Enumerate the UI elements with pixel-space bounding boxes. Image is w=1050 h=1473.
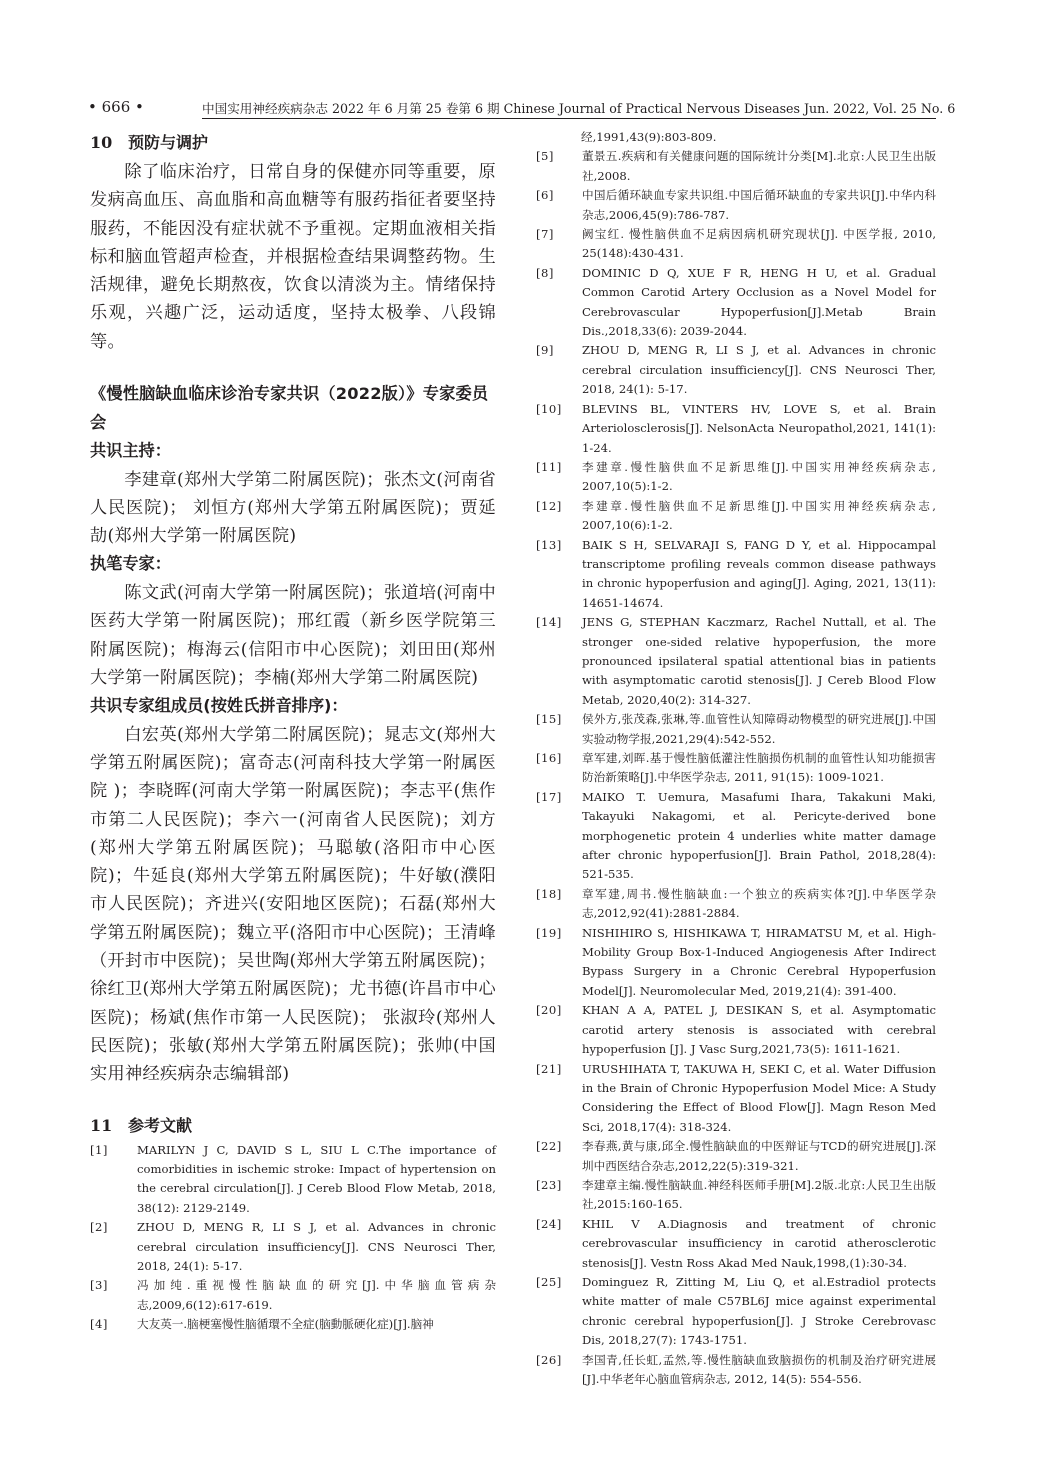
section-number: 10 — [90, 133, 113, 152]
reference-text: JENS G, STEPHAN Kaczmarz, Rachel Nuttall, et al. The stronger one-sided relative hypoperfusion, the more pronounced ipsilateral spatial attentional bias in patients with asymptomatic carotid stenosis[J]. J Cereb Blood Flow Metab, 2020,40(2): 314-327. — [582, 615, 936, 707]
reference-number: [16] — [536, 751, 562, 765]
reference-number: [25] — [536, 1274, 562, 1289]
reference-item — [536, 1215, 936, 1273]
reference-text: 李国青,任长虹,孟然,等.慢性脑缺血致脑损伤的机制及治疗研究进展[J].中华老年心脑血管病杂志, 2012, 14(5): 554-556. — [582, 1352, 936, 1386]
reference-text: KHAN A A, PATEL J, DESIKAN S, et al. Asymptomatic carotid artery stenosis is associated with cerebral hypoperfusion [J]. J Vasc Surg,2021,73(5): 1611-1621. — [582, 1003, 936, 1057]
reference-number: [7] — [536, 227, 554, 242]
section-title: 预防与调护 — [128, 133, 209, 152]
reference-number: [9] — [536, 343, 554, 358]
reference-item — [90, 1276, 496, 1315]
reference-item — [536, 1176, 936, 1215]
reference-item — [536, 186, 936, 225]
reference-number: [11] — [536, 459, 562, 474]
reference-number: [22] — [536, 1139, 562, 1154]
reference-text: Dominguez R, Zitting M, Liu Q, et al.Estradiol protects white matter of male C57BL6J mice against experimental chronic cerebral hypoperfusion[J]. J Stroke Cerebrovasc Dis, 2018,27(7): 1743-1751. — [582, 1274, 936, 1348]
reference-number: [24] — [536, 1216, 562, 1231]
reference-list-left — [90, 1141, 496, 1335]
reference-item — [90, 1315, 496, 1334]
reference-number: [3] — [90, 1278, 108, 1293]
reference-item — [536, 458, 936, 497]
reference-number: [26] — [536, 1352, 562, 1367]
reference-item — [536, 147, 936, 186]
reference-item — [536, 497, 936, 536]
reference-number: [1] — [90, 1142, 108, 1157]
reference-number: [2] — [90, 1220, 108, 1235]
running-header — [88, 96, 956, 118]
section-number: 11 — [90, 1115, 113, 1135]
page-number: • 666 • — [88, 98, 144, 116]
right-column — [536, 128, 936, 1389]
reference-number: [19] — [536, 925, 562, 940]
reference-text: DOMINIC D Q, XUE F R, HENG H U, et al. Gradual Common Carotid Artery Occlusion as a Novel Model for Cerebrovascular Hypoperfusion[J].Metab Brain Dis.,2018,33(6): 2039-2044. — [582, 265, 936, 339]
reference-item — [536, 536, 936, 614]
reference-item — [536, 924, 936, 1002]
writers-list: 陈文武(河南大学第一附属医院)；张道培(河南中医药大学第一附属医院)；邢红霞（新乡医学院第三附属医院)；梅海云(信阳市中心医院)；刘田田(郑州大学第一附属医院)；李楠(郑州大学第二附属医院) — [90, 582, 496, 688]
reference-item — [536, 885, 936, 924]
reference-text: KHIL V A.Diagnosis and treatment of chronic cerebrovascular insufficiency in carotid atherosclerotic stenosis[J]. Vestn Ross Akad Med Nauk,1998,(1):30-34. — [582, 1216, 936, 1270]
committee-title: 《慢性脑缺血临床诊治专家共识（2022版）》专家委员会 — [90, 384, 489, 432]
reference-item — [536, 1137, 936, 1176]
reference-text: MARILYN J C, DAVID S L, SIU L C.The importance of comorbidities in ischemic stroke: Impact of hypertension on the cerebral circulation[J]. J Cereb Blood Flow Metab, 2018, 38(12): 2129-2149. — [137, 1142, 496, 1215]
reference-item — [536, 341, 936, 399]
reference-text: 李建章.慢性脑供血不足新思维[J].中国实用神经疾病杂志, 2007,10(5):1-2. — [582, 459, 936, 494]
reference-text: 章军建,周书.慢性脑缺血:一个独立的疾病实体?[J].中华医学杂志,2012,92(41):2881-2884. — [582, 886, 936, 921]
reference-item — [536, 1351, 936, 1390]
reference-item — [536, 788, 936, 885]
reference-number: [12] — [536, 498, 562, 513]
reference-item — [90, 1218, 496, 1276]
reference-item — [536, 225, 936, 264]
members-label: 共识专家组成员(按姓氏拼音排序)： — [90, 696, 348, 716]
reference-number: [6] — [536, 188, 554, 203]
reference-text: 李建章.慢性脑供血不足新思维[J].中国实用神经疾病杂志, 2007,10(6):1-2. — [582, 498, 936, 533]
reference-text: BLEVINS BL, VINTERS HV, LOVE S, et al. Brain Arteriolosclerosis[J]. NelsonActa Neuropathol,2021, 141(1): 1-24. — [582, 401, 936, 455]
hosts-label: 共识主持： — [90, 441, 171, 461]
reference-number: [21] — [536, 1061, 562, 1076]
left-column — [90, 128, 496, 1335]
reference-text: 阙宝红. 慢性脑供血不足病因病机研究现状[J]. 中医学报, 2010, 25(148):430-431. — [582, 227, 936, 261]
reference-text: BAIK S H, SELVARAJI S, FANG D Y, et al. Hippocampal transcriptome profiling reveals common disease pathways in chronic hypoperfusion and aging[J]. Aging, 2021, 13(11): 14651-14674. — [582, 537, 936, 610]
reference-text: NISHIHIRO S, HISHIKAWA T, HIRAMATSU M, et al. High-Mobility Group Box-1-Induced Angiogenesis After Indirect Bypass Surgery in a Chronic Cerebral Hypoperfusion Model[J]. Neuromolecular Med, 2019,21(4): 391-400. — [582, 925, 936, 998]
journal-citation-line: 中国实用神经疾病杂志 2022 年 6 月第 25 卷第 6 期 Chinese Journal of Practical Nervous Diseases Jun. 2022, Vol. 25 No. 6 — [202, 98, 936, 119]
reference-text: 中国后循环缺血专家共识组.中国后循环缺血的专家共识[J].中华内科杂志,2006,45(9):786-787. — [582, 188, 936, 222]
reference-number: [10] — [536, 401, 562, 416]
members-list: 白宏英(郑州大学第二附属医院)；晁志文(郑州大学第五附属医院)；富奇志(河南科技大学第一附属医院 )；李晓晖(河南大学第一附属医院)；李志平(焦作市第二人民医院)；李六一(河南省人民医院)；刘方(郑州大学第五附属医院)；马聪敏(洛阳市中心医院)；牛延良(郑州大学第五附属医院)；牛好敏(濮阳市人民医院)；齐进兴(安阳地区医院)；石磊(郑州大学第五附属医院)；魏立平(洛阳市中心医院)；王清峰（开封市中医院)；吴世陶(郑州大学第五附属医院)；徐红卫(郑州大学第五附属医院)；尤书德(许昌市中心医院)；杨斌(焦作市第一人民医院)； 张淑玲(郑州人民医院)；张敏(郑州大学第五附属医院)；张帅(中国实用神经疾病杂志编辑部) — [90, 724, 496, 1085]
reference-text: 侯外方,张茂森,张琳,等.血管性认知障碍动物模型的研究进展[J].中国实验动物学报,2021,29(4):542-552. — [582, 712, 936, 746]
reference-item — [536, 749, 936, 788]
reference-text: ZHOU D, MENG R, LI S J, et al. Advances in chronic cerebral circulation insufficiency[J]. CNS Neurosci Ther, 2018, 24(1): 5-17. — [137, 1220, 496, 1273]
hosts-list: 李建章(郑州大学第二附属医院)；张杰文(河南省人民医院)； 刘恒方(郑州大学第五附属医院)；贾延劼(郑州大学第一附属医院) — [90, 469, 496, 547]
reference-text: ZHOU D, MENG R, LI S J, et al. Advances in chronic cerebral circulation insufficiency[J]. CNS Neurosci Ther, 2018, 24(1): 5-17. — [582, 343, 936, 397]
reference-continuation: 经,1991,43(9):803-809. — [581, 130, 717, 144]
reference-number: [15] — [536, 712, 562, 727]
reference-item — [536, 613, 936, 710]
reference-number: [13] — [536, 537, 562, 552]
reference-item — [90, 1141, 496, 1219]
reference-text: 李春燕,黄与康,邱全.慢性脑缺血的中医辩证与TCD的研究进展[J].深圳中西医结合杂志,2012,22(5):319-321. — [582, 1139, 936, 1173]
reference-list-right — [536, 147, 936, 1389]
reference-text: 董景五.疾病和有关健康问题的国际统计分类[M].北京:人民卫生出版社,2008. — [582, 149, 936, 183]
reference-number: [20] — [536, 1003, 562, 1018]
reference-text: MAIKO T. Uemura, Masafumi Ihara, Takakuni Maki, Takayuki Nakagomi, et al. Pericyte-derived bone morphogenetic protein 4 underlies white matter damage after chronic hypoperfusion[J]. Brain Pathol, 2018,28(4): 521-535. — [582, 789, 936, 882]
reference-number: [17] — [536, 789, 562, 804]
reference-number: [14] — [536, 615, 562, 630]
reference-text: URUSHIHATA T, TAKUWA H, SEKI C, et al. Water Diffusion in the Brain of Chronic Hypoperfusion Model Mice: A Study Considering the Effect of Blood Flow[J]. Magn Reson Med Sci, 2018,17(4): 318-324. — [582, 1061, 936, 1134]
reference-text: 冯加纯.重视慢性脑缺血的研究[J].中华脑血管病杂志,2009,6(12):617-619. — [137, 1278, 496, 1312]
reference-number: [8] — [536, 265, 554, 280]
reference-text: 章军建,刘晖.基于慢性脑低灌注性脑损伤机制的血管性认知功能损害防治新策略[J].中华医学杂志, 2011, 91(15): 1009-1021. — [582, 751, 936, 785]
reference-text: 李建章主编.慢性脑缺血.神经科医师手册[M].2版.北京:人民卫生出版社,2015:160-165. — [582, 1177, 936, 1212]
reference-item — [536, 264, 936, 342]
reference-number: [23] — [536, 1177, 562, 1192]
prevention-paragraph: 除了临床治疗，日常自身的保健亦同等重要，原发病高血压、高血脂和高血糖等有服药指征者要坚持服药，不能因没有症状就不予重视。定期血液相关指标和脑血管超声检查，并根据检查结果调整药物。生活规律，避免长期熬夜，饮食以清淡为主。情绪保持乐观，兴趣广泛，运动适度，坚持太极拳、八段锦等。 — [90, 162, 496, 352]
reference-item — [536, 710, 936, 749]
section-11-heading — [90, 1111, 496, 1141]
reference-number: [18] — [536, 886, 562, 901]
writers-label: 执笔专家： — [90, 554, 171, 574]
reference-number: [5] — [536, 149, 554, 164]
reference-text: 大友英一.脑梗塞慢性脑循環不全症(脑動脈硬化症)[J].脑神 — [137, 1317, 434, 1332]
section-title: 参考文献 — [128, 1115, 193, 1135]
section-10-heading — [90, 128, 496, 158]
reference-item — [536, 1060, 936, 1138]
reference-item — [536, 400, 936, 458]
reference-item — [536, 1001, 936, 1059]
reference-item — [536, 1273, 936, 1351]
reference-number: [4] — [90, 1317, 108, 1332]
